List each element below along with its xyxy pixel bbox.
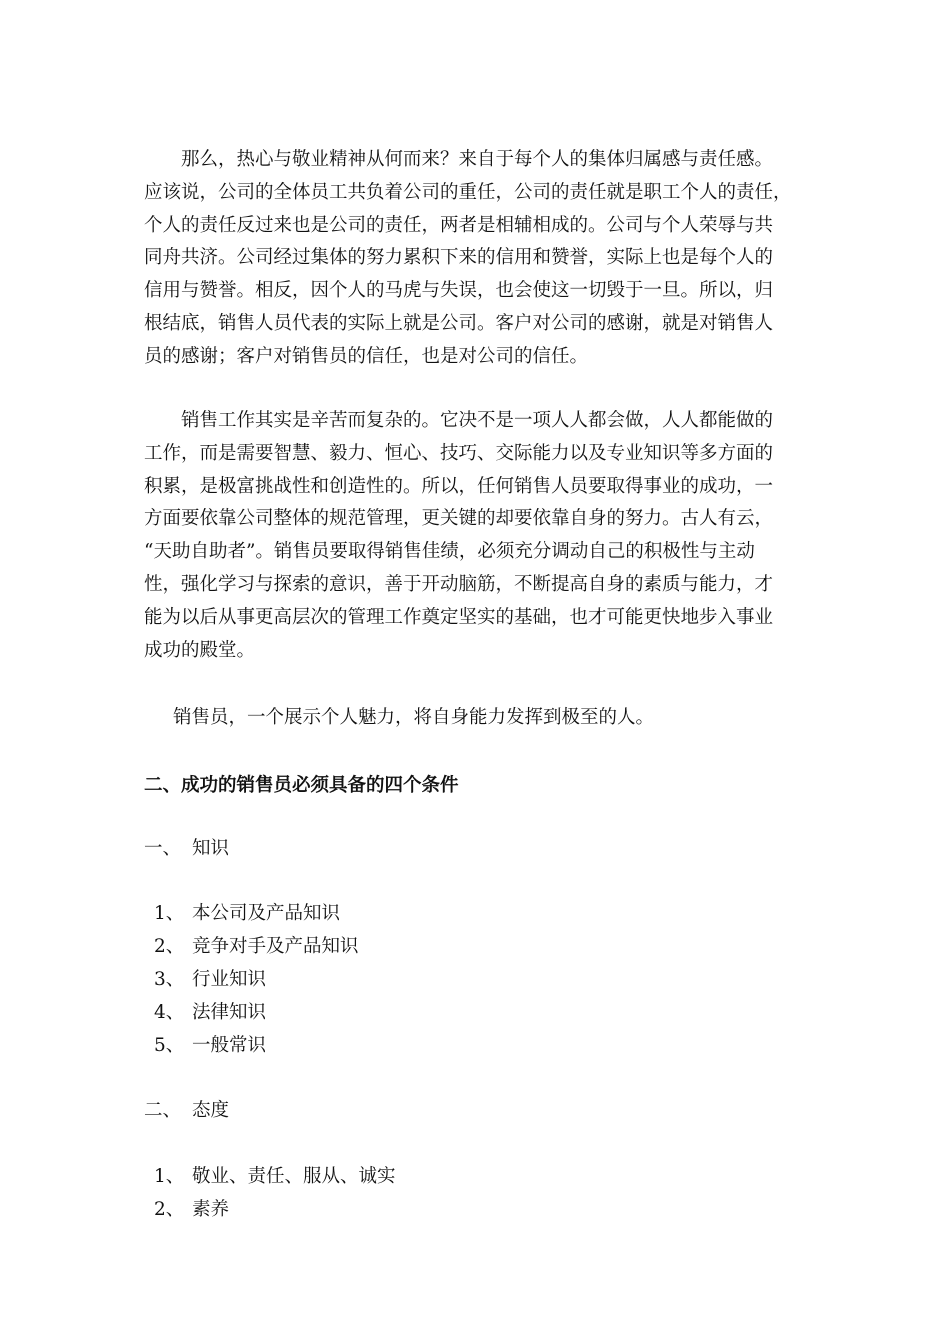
section-title-knowledge — [144, 837, 229, 861]
list-item — [154, 1165, 396, 1189]
list-item — [154, 902, 340, 926]
list-item-number: 4、 — [154, 1002, 185, 1023]
paragraph-line: 员的感谢；客户对销售员的信任，也是对公司的信任。 — [144, 345, 589, 367]
list-item — [154, 968, 266, 992]
list-item — [154, 935, 359, 959]
paragraph-line: 能为以后从事更高层次的管理工作奠定坚实的基础，也才可能更快地步入事业 — [144, 606, 774, 628]
list-item-text: 法律知识 — [192, 1002, 267, 1023]
list-item — [154, 1001, 266, 1025]
section-heading: 二、成功的销售员必须具备的四个条件 — [144, 775, 459, 796]
list-item-text: 竞争对手及产品知识 — [192, 936, 359, 957]
list-item — [154, 1034, 266, 1058]
paragraph-line: 方面要依靠公司整体的规范管理，更关键的却要依靠自身的努力。古人有云， — [144, 508, 774, 530]
section-title-attitude — [144, 1099, 229, 1123]
paragraph-line: 同舟共济。公司经过集体的努力累积下来的信用和赞誉，实际上也是每个人的 — [144, 247, 774, 269]
paragraph-line: 性，强化学习与探索的意识，善于开动脑筋，不断提高自身的素质与能力，才 — [144, 573, 774, 595]
section-title: 知识 — [192, 838, 230, 859]
paragraph-line: 工作，而是需要智慧、毅力、恒心、技巧、交际能力以及专业知识等多方面的 — [144, 442, 774, 464]
paragraph-sales-work — [144, 405, 809, 667]
paragraph-line: 那么，热心与敬业精神从何而来？来自于每个人的集体归属感与责任感。 — [181, 149, 774, 170]
list-item-number: 2、 — [154, 1199, 185, 1220]
list-item-text: 素养 — [192, 1199, 230, 1220]
paragraph-enthusiasm — [144, 144, 809, 374]
list-item-text: 敬业、责任、服从、诚实 — [192, 1166, 396, 1187]
list-item-text: 本公司及产品知识 — [192, 903, 341, 924]
section-number: 二、 — [144, 1100, 182, 1121]
paragraph-line: 根结底，销售人员代表的实际上就是公司。客户对公司的感谢，就是对销售人 — [144, 312, 774, 334]
list-item — [154, 1198, 229, 1222]
list-item-text: 行业知识 — [192, 969, 267, 990]
paragraph-line: 信用与赞誉。相反，因个人的马虎与失误，也会使这一切毁于一旦。所以，归 — [144, 280, 774, 302]
paragraph-line: 应该说，公司的全体员工共负着公司的重任，公司的责任就是职工个人的责任， — [144, 181, 792, 203]
list-item-number: 3、 — [154, 969, 185, 990]
list-item-number: 2、 — [154, 936, 185, 957]
section-title: 态度 — [192, 1100, 230, 1121]
paragraph-line: “天助自助者”。销售员要取得销售佳绩，必须充分调动自己的积极性与主动 — [144, 541, 755, 563]
list-item-number: 1、 — [154, 1166, 185, 1187]
paragraph-line: 成功的殿堂。 — [144, 639, 256, 661]
tagline: 销售员，一个展示个人魅力，将自身能力发挥到极至的人。 — [173, 707, 655, 728]
list-item-text: 一般常识 — [192, 1035, 267, 1056]
list-item-number: 5、 — [154, 1035, 185, 1056]
paragraph-line: 个人的责任反过来也是公司的责任，两者是相辅相成的。公司与个人荣辱与共 — [144, 214, 774, 236]
list-item-number: 1、 — [154, 903, 185, 924]
section-number: 一、 — [144, 838, 182, 859]
paragraph-line: 积累，是极富挑战性和创造性的。所以，任何销售人员要取得事业的成功，一 — [144, 475, 774, 497]
paragraph-line: 销售工作其实是辛苦而复杂的。它决不是一项人人都会做，人人都能做的 — [181, 410, 774, 431]
